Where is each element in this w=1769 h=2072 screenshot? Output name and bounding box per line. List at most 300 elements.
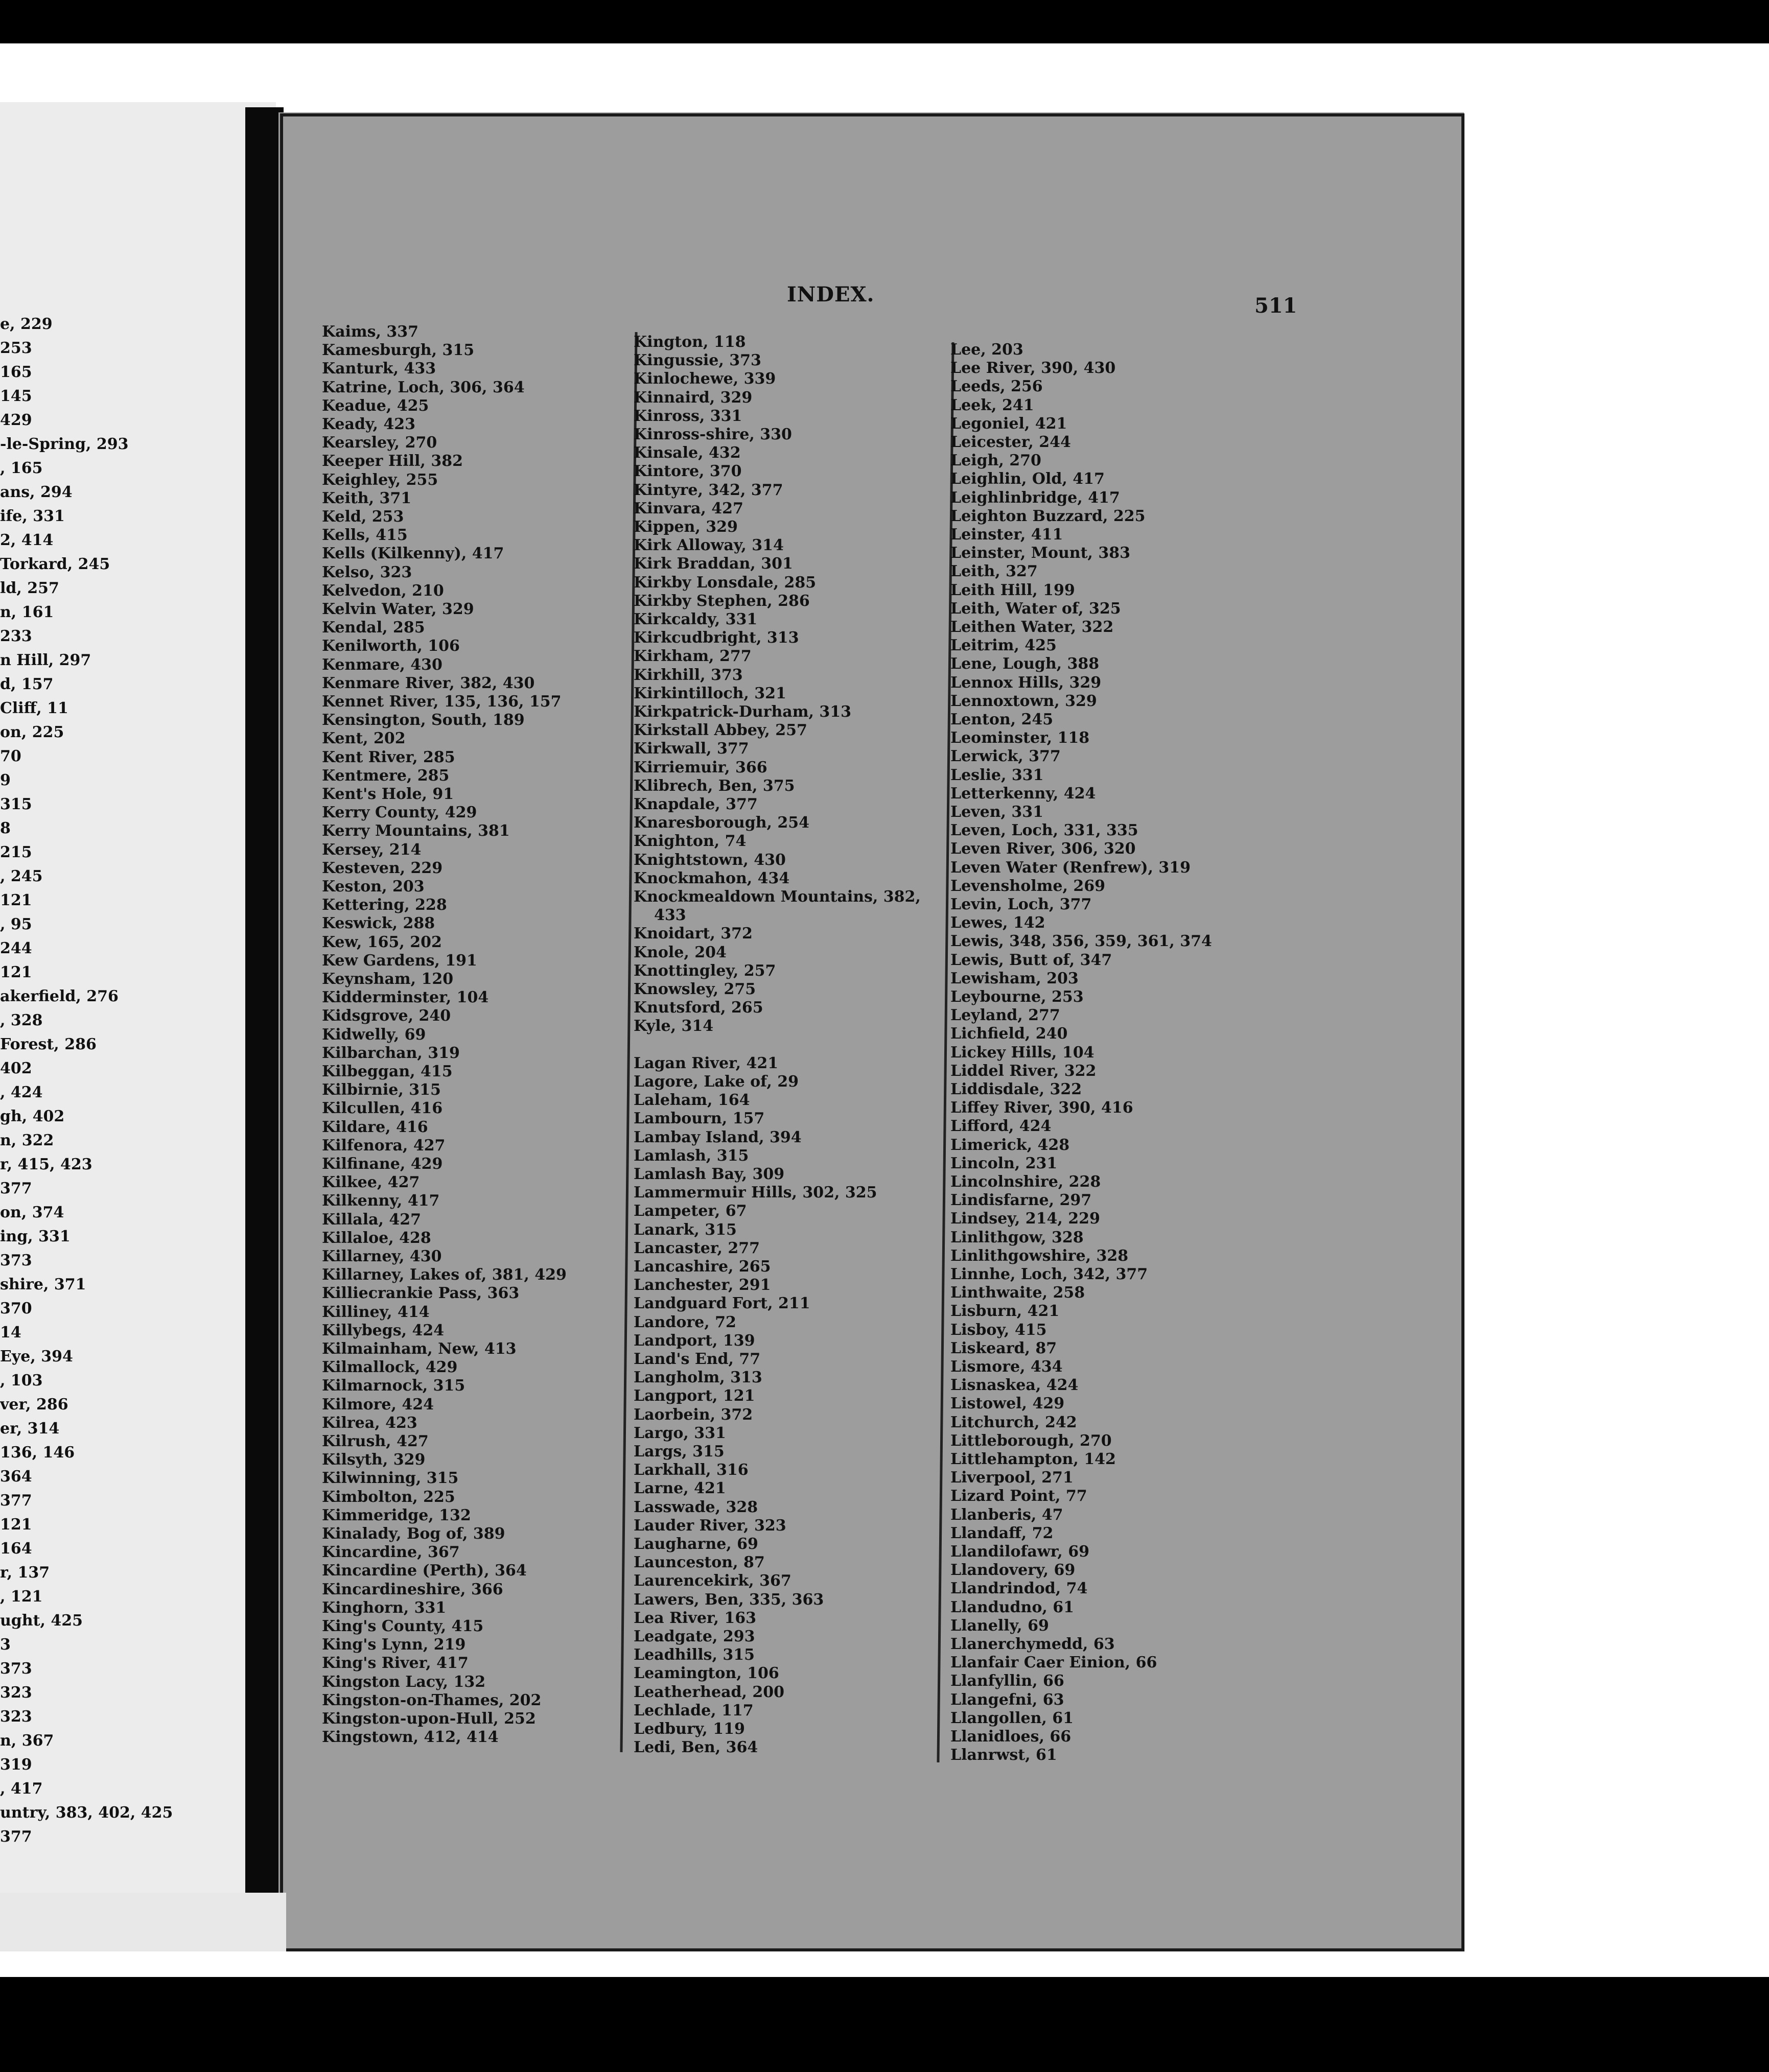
left-index-entry: ught, 425 xyxy=(0,1612,83,1630)
index-entry: Leigh, 270 xyxy=(950,452,1041,470)
index-entry: Lismore, 434 xyxy=(950,1358,1063,1376)
left-index-entry: 215 xyxy=(0,843,32,861)
left-index-entry: 429 xyxy=(0,411,32,429)
index-entry: Lagan River, 421 xyxy=(634,1054,779,1072)
index-entry: Leadhills, 315 xyxy=(634,1646,755,1664)
index-entry: Kilcullen, 416 xyxy=(322,1099,443,1118)
index-entry: King's County, 415 xyxy=(322,1617,484,1635)
index-entry: Knockmahon, 434 xyxy=(634,869,790,887)
index-entry: Lauder River, 323 xyxy=(634,1516,786,1535)
index-entry: Leven, 331 xyxy=(950,803,1044,821)
left-index-entry: 377 xyxy=(0,1180,32,1197)
index-entry: Kintyre, 342, 377 xyxy=(634,481,783,499)
index-entry: Kinross-shire, 330 xyxy=(634,426,792,443)
left-index-entry: n Hill, 297 xyxy=(0,651,91,669)
index-entry: Kerry Mountains, 381 xyxy=(322,822,510,840)
left-index-entry: , 121 xyxy=(0,1588,43,1606)
index-entry: Llanelly, 69 xyxy=(950,1616,1049,1635)
left-index-entry: on, 225 xyxy=(0,723,64,741)
index-entry: Kent, 202 xyxy=(322,729,406,748)
index-entry: Kinsale, 432 xyxy=(634,444,741,462)
index-entry: Kilmore, 424 xyxy=(322,1395,434,1414)
index-entry: Keynsham, 120 xyxy=(322,970,454,988)
index-entry: Leith Hill, 199 xyxy=(950,581,1075,599)
left-index-entry: 377 xyxy=(0,1492,32,1510)
index-entry: Kilrea, 423 xyxy=(322,1414,417,1432)
index-entry: Kilbirnie, 315 xyxy=(322,1081,441,1099)
index-entry: Lene, Lough, 388 xyxy=(950,655,1100,673)
index-entry: Kingstown, 412, 414 xyxy=(322,1728,499,1747)
index-entry: Levensholme, 269 xyxy=(950,877,1105,895)
left-index-entry: 2, 414 xyxy=(0,531,54,549)
index-entry: Letterkenny, 424 xyxy=(950,784,1096,803)
index-entry: Kearsley, 270 xyxy=(322,434,437,452)
index-entry: Kingston Lacy, 132 xyxy=(322,1673,486,1691)
index-entry: Launceston, 87 xyxy=(634,1553,765,1572)
index-entry: Llanrwst, 61 xyxy=(950,1746,1057,1764)
page-title: INDEX. xyxy=(787,282,875,307)
index-entry: Liffey River, 390, 416 xyxy=(950,1099,1133,1117)
index-entry: Lerwick, 377 xyxy=(950,747,1061,766)
index-entry: Lindsey, 214, 229 xyxy=(950,1210,1100,1228)
index-entry: Liddel River, 322 xyxy=(950,1062,1097,1080)
left-index-entry: ver, 286 xyxy=(0,1396,68,1414)
index-entry: Lee, 203 xyxy=(950,341,1023,359)
index-entry: Leslie, 331 xyxy=(950,766,1044,784)
left-index-entry: n, 322 xyxy=(0,1132,54,1149)
index-entry: Lennox Hills, 329 xyxy=(950,673,1102,692)
index-entry: Laorbein, 372 xyxy=(634,1405,753,1424)
left-index-entry: n, 367 xyxy=(0,1732,54,1750)
index-entry: Lenton, 245 xyxy=(950,711,1054,728)
index-entry: Knottingley, 257 xyxy=(634,961,776,980)
index-entry: Kirk Alloway, 314 xyxy=(634,536,784,555)
index-entry: Leitrim, 425 xyxy=(950,637,1057,655)
index-entry: Lawers, Ben, 335, 363 xyxy=(634,1590,824,1609)
index-entry: Kirk Braddan, 301 xyxy=(634,555,793,573)
index-entry: Kenmare, 430 xyxy=(322,655,443,674)
index-entry: Leighlin, Old, 417 xyxy=(950,470,1105,488)
index-entry: Kildare, 416 xyxy=(322,1118,428,1136)
index-entry: Kilbarchan, 319 xyxy=(322,1044,460,1062)
index-entry: Kew Gardens, 191 xyxy=(322,951,477,970)
index-entry: Leinster, 411 xyxy=(950,526,1063,544)
index-entry: Knightstown, 430 xyxy=(634,851,786,869)
index-entry: Lancaster, 277 xyxy=(634,1239,760,1257)
index-entry: Kinalady, Bog of, 389 xyxy=(322,1525,505,1543)
index-entry: Lambay Island, 394 xyxy=(634,1128,802,1146)
left-index-entry: 121 xyxy=(0,963,32,981)
index-entry: Landport, 139 xyxy=(634,1331,755,1350)
index-entry: Kimmeridge, 132 xyxy=(322,1506,471,1524)
index-entry: Listowel, 429 xyxy=(950,1395,1065,1413)
index-entry: Kentmere, 285 xyxy=(322,766,450,785)
index-entry: Killarney, 430 xyxy=(322,1247,442,1265)
index-entry: Llanfair Caer Einion, 66 xyxy=(950,1654,1157,1672)
left-index-entry: akerfield, 276 xyxy=(0,987,119,1005)
left-index-entry: ld, 257 xyxy=(0,579,59,597)
left-index-entry: r, 415, 423 xyxy=(0,1156,92,1173)
left-index-entry: , 424 xyxy=(0,1084,43,1101)
index-entry: Kinlochewe, 339 xyxy=(634,370,776,388)
index-entry: Llangollen, 61 xyxy=(950,1709,1074,1727)
index-entry: Kells (Kilkenny), 417 xyxy=(322,545,504,563)
index-entry: Knapdale, 377 xyxy=(634,795,758,813)
index-entry: Kilkenny, 417 xyxy=(322,1192,440,1210)
index-entry: Kinross, 331 xyxy=(634,407,742,425)
index-entry: Llandrindod, 74 xyxy=(950,1580,1088,1598)
index-entry: Llanfyllin, 66 xyxy=(950,1672,1064,1690)
index-entry: Kaims, 337 xyxy=(322,323,419,341)
left-page-fragment xyxy=(0,102,276,1941)
index-entry: Ledi, Ben, 364 xyxy=(634,1738,758,1757)
index-entry: Keith, 371 xyxy=(322,489,412,507)
left-index-entry: 364 xyxy=(0,1468,32,1486)
index-entry: Kington, 118 xyxy=(634,333,746,351)
index-entry: Lanchester, 291 xyxy=(634,1276,771,1294)
index-entry: Kinvara, 427 xyxy=(634,499,743,517)
index-entry: Kilmarnock, 315 xyxy=(322,1377,465,1395)
index-entry: Kenilworth, 106 xyxy=(322,637,460,655)
index-entry: Killarney, Lakes of, 381, 429 xyxy=(322,1266,567,1284)
left-index-entry: 8 xyxy=(0,819,11,837)
left-index-entry: 370 xyxy=(0,1300,32,1317)
index-entry: Kinghorn, 331 xyxy=(322,1598,447,1617)
left-index-entry: 70 xyxy=(0,747,21,765)
left-index-entry: ans, 294 xyxy=(0,483,73,501)
index-entry: Lasswade, 328 xyxy=(634,1498,758,1516)
index-entry: Keld, 253 xyxy=(322,508,404,526)
index-entry: Lewis, 348, 356, 359, 361, 374 xyxy=(950,932,1212,951)
left-index-entry: 402 xyxy=(0,1059,32,1077)
index-entry: Leybourne, 253 xyxy=(950,988,1084,1006)
index-entry: Kilbeggan, 415 xyxy=(322,1063,453,1080)
index-entry: Leek, 241 xyxy=(950,396,1034,414)
index-entry: Leighton Buzzard, 225 xyxy=(950,507,1146,525)
index-entry: Knockmealdown Mountains, 382, xyxy=(634,888,921,906)
index-entry: Llandovery, 69 xyxy=(950,1561,1076,1580)
left-index-entry: , 245 xyxy=(0,867,43,885)
left-index-entry: , 103 xyxy=(0,1372,43,1390)
index-entry: Kimbolton, 225 xyxy=(322,1488,455,1506)
index-entry: Leadgate, 293 xyxy=(634,1628,755,1645)
index-entry: Kirkstall Abbey, 257 xyxy=(634,721,807,740)
index-entry: Kerry County, 429 xyxy=(322,804,477,822)
left-index-entry: d, 157 xyxy=(0,675,54,693)
left-index-entry: ife, 331 xyxy=(0,507,65,525)
left-index-entry: , 417 xyxy=(0,1780,43,1798)
index-entry: Kendal, 285 xyxy=(322,619,425,637)
left-index-entry: 377 xyxy=(0,1828,32,1846)
index-entry: Leatherhead, 200 xyxy=(634,1683,785,1701)
index-entry: Lambourn, 157 xyxy=(634,1110,765,1128)
index-entry: Keighley, 255 xyxy=(322,470,438,489)
index-entry: Kirkwall, 377 xyxy=(634,740,749,758)
index-entry: Linnhe, Loch, 342, 377 xyxy=(950,1265,1148,1283)
index-entry: Killala, 427 xyxy=(322,1210,422,1229)
index-entry: Llanerchymedd, 63 xyxy=(950,1635,1115,1653)
index-entry: Liskeard, 87 xyxy=(950,1339,1057,1357)
index-entry: Katrine, Loch, 306, 364 xyxy=(322,378,525,396)
left-index-entry: Forest, 286 xyxy=(0,1035,97,1053)
index-entry: Levin, Loch, 377 xyxy=(950,896,1092,913)
index-entry: Knighton, 74 xyxy=(634,832,747,851)
left-index-entry: 121 xyxy=(0,1516,32,1534)
index-entry: Largs, 315 xyxy=(634,1443,725,1461)
left-index-entry: 373 xyxy=(0,1660,32,1678)
left-index-entry: 14 xyxy=(0,1324,21,1341)
index-entry: Kelvin Water, 329 xyxy=(322,600,474,618)
index-entry: Largo, 331 xyxy=(634,1424,726,1442)
index-entry: Lammermuir Hills, 302, 325 xyxy=(634,1184,877,1202)
index-entry: Leamington, 106 xyxy=(634,1664,779,1683)
left-index-entry: e, 229 xyxy=(0,315,53,333)
index-entry: Lisnaskea, 424 xyxy=(950,1376,1079,1395)
index-entry: Kirkby Stephen, 286 xyxy=(634,592,810,610)
index-entry: Laurencekirk, 367 xyxy=(634,1572,792,1590)
index-entry: Landore, 72 xyxy=(634,1313,736,1331)
index-entry: Knaresborough, 254 xyxy=(634,814,810,832)
index-entry: Knole, 204 xyxy=(634,943,727,961)
index-entry: Legoniel, 421 xyxy=(950,414,1067,433)
index-entry: King's Lynn, 219 xyxy=(322,1636,466,1654)
index-entry: Lamlash, 315 xyxy=(634,1146,749,1165)
index-entry: Killybegs, 424 xyxy=(322,1321,445,1339)
index-entry: Lea River, 163 xyxy=(634,1609,757,1627)
left-index-entry: , 95 xyxy=(0,915,32,933)
index-entry: Kent River, 285 xyxy=(322,748,455,766)
index-entry: Leith, Water of, 325 xyxy=(950,599,1121,618)
left-index-entry: Cliff, 11 xyxy=(0,699,68,717)
index-entry: Kelvedon, 210 xyxy=(322,581,444,600)
index-entry: Kidwelly, 69 xyxy=(322,1025,426,1044)
index-entry: Killaloe, 428 xyxy=(322,1229,431,1247)
index-entry: Knowsley, 275 xyxy=(634,980,756,998)
index-entry: Liverpool, 271 xyxy=(950,1469,1074,1487)
index-entry: Kidsgrove, 240 xyxy=(322,1007,451,1025)
index-entry: Leicester, 244 xyxy=(950,433,1071,451)
index-entry: Kirkintilloch, 321 xyxy=(634,684,786,702)
index-entry: Lechlade, 117 xyxy=(634,1701,754,1720)
index-entry: Linlithgow, 328 xyxy=(950,1228,1084,1246)
index-entry: Larkhall, 316 xyxy=(634,1461,749,1479)
left-index-entry: r, 137 xyxy=(0,1564,50,1582)
index-entry: Langport, 121 xyxy=(634,1387,755,1405)
index-entry: Lamlash Bay, 309 xyxy=(634,1165,785,1183)
index-entry: Llangefni, 63 xyxy=(950,1690,1064,1709)
index-entry: Lincoln, 231 xyxy=(950,1154,1058,1172)
index-entry: Leeds, 256 xyxy=(950,378,1043,396)
index-entry: Leithen Water, 322 xyxy=(950,618,1114,636)
index-entry: Lincolnshire, 228 xyxy=(950,1173,1101,1191)
index-entry: Llanberis, 47 xyxy=(950,1505,1063,1524)
index-entry: Llanidloes, 66 xyxy=(950,1728,1072,1746)
index-entry: Littlehampton, 142 xyxy=(950,1450,1116,1468)
index-entry: Kinnaird, 329 xyxy=(634,388,753,407)
index-entry: Kincardine, 367 xyxy=(322,1543,460,1562)
index-entry: Leith, 327 xyxy=(950,562,1038,581)
index-entry: Litchurch, 242 xyxy=(950,1413,1077,1431)
left-index-entry: 244 xyxy=(0,939,32,957)
index-entry: Lampeter, 67 xyxy=(634,1202,747,1220)
index-entry: Leven Water (Renfrew), 319 xyxy=(950,858,1191,877)
index-entry: Keeper Hill, 382 xyxy=(322,452,463,470)
index-entry: Kidderminster, 104 xyxy=(322,988,489,1007)
index-entry: King's River, 417 xyxy=(322,1654,469,1673)
left-index-entry: ing, 331 xyxy=(0,1228,71,1245)
index-entry: Kilfinane, 429 xyxy=(322,1155,443,1173)
index-entry: Lickey Hills, 104 xyxy=(950,1043,1095,1062)
left-index-entry: 315 xyxy=(0,795,32,813)
index-entry: Kilmainham, New, 413 xyxy=(322,1340,517,1358)
index-entry: Kincardineshire, 366 xyxy=(322,1580,503,1598)
index-entry: Llandaff, 72 xyxy=(950,1524,1054,1542)
index-entry: Kesteven, 229 xyxy=(322,859,443,877)
index-entry: Larne, 421 xyxy=(634,1479,726,1498)
index-entry: Lifford, 424 xyxy=(950,1117,1052,1136)
index-entry: Ledbury, 119 xyxy=(634,1720,745,1738)
left-index-entry: shire, 371 xyxy=(0,1276,86,1293)
left-index-entry: 121 xyxy=(0,891,32,909)
left-index-entry: er, 314 xyxy=(0,1420,60,1438)
index-entry: Lee River, 390, 430 xyxy=(950,359,1116,378)
index-entry: Kamesburgh, 315 xyxy=(322,341,475,360)
index-entry: Kells, 415 xyxy=(322,526,408,545)
left-index-entry: 136, 146 xyxy=(0,1444,75,1462)
index-entry: Leven River, 306, 320 xyxy=(950,840,1136,858)
index-entry: Kirriemuir, 366 xyxy=(634,758,767,776)
index-entry: Kanturk, 433 xyxy=(322,360,436,378)
index-entry: Lancashire, 265 xyxy=(634,1258,771,1276)
index-entry: Laleham, 164 xyxy=(634,1091,750,1110)
index-entry: 433 xyxy=(654,906,686,925)
index-entry: Killiecrankie Pass, 363 xyxy=(322,1284,520,1303)
left-index-entry: Eye, 394 xyxy=(0,1348,73,1365)
index-entry: Kersey, 214 xyxy=(322,840,422,859)
index-entry: Kensington, South, 189 xyxy=(322,711,525,729)
index-entry: Langholm, 313 xyxy=(634,1369,762,1387)
left-index-entry: 3 xyxy=(0,1636,11,1654)
index-entry: Kirkham, 277 xyxy=(634,647,752,666)
index-entry: Laugharne, 69 xyxy=(634,1535,758,1553)
index-entry: Klibrech, Ben, 375 xyxy=(634,776,795,795)
index-entry: Landguard Fort, 211 xyxy=(634,1294,810,1313)
index-entry: Kirkpatrick-Durham, 313 xyxy=(634,703,851,721)
left-index-entry: 145 xyxy=(0,387,32,405)
index-entry: Kilrush, 427 xyxy=(322,1432,429,1450)
index-entry: Liddisdale, 322 xyxy=(950,1080,1082,1098)
index-entry: Llandudno, 61 xyxy=(950,1598,1074,1616)
index-entry: Kingussie, 373 xyxy=(634,351,761,370)
left-index-entry: 319 xyxy=(0,1756,32,1774)
scan-bottom-border xyxy=(0,1977,1769,2072)
index-entry: Leven, Loch, 331, 335 xyxy=(950,821,1138,840)
index-entry: Kilwinning, 315 xyxy=(322,1469,459,1488)
left-index-entry: 373 xyxy=(0,1252,32,1269)
index-entry: Kent's Hole, 91 xyxy=(322,785,454,803)
left-index-entry: 253 xyxy=(0,339,32,357)
left-index-entry: 9 xyxy=(0,771,11,789)
index-entry: Kilkee, 427 xyxy=(322,1173,420,1192)
index-entry: Kew, 165, 202 xyxy=(322,933,442,951)
left-index-entry: 165 xyxy=(0,363,32,381)
index-entry: Lindisfarne, 297 xyxy=(950,1191,1092,1210)
index-entry: Kenmare River, 382, 430 xyxy=(322,674,535,692)
index-entry: Lisboy, 415 xyxy=(950,1321,1047,1339)
index-entry: Kirkby Lonsdale, 285 xyxy=(634,573,817,592)
index-entry: Limerick, 428 xyxy=(950,1136,1070,1154)
left-index-entry: , 165 xyxy=(0,459,43,477)
index-entry: Lizard Point, 77 xyxy=(950,1487,1087,1505)
index-entry: Leyland, 277 xyxy=(950,1006,1060,1025)
index-entry: Kippen, 329 xyxy=(634,518,738,536)
index-entry: Lewis, Butt of, 347 xyxy=(950,951,1112,969)
index-entry: Kilsyth, 329 xyxy=(322,1451,426,1469)
left-index-entry: n, 161 xyxy=(0,603,54,621)
index-entry: Leominster, 118 xyxy=(950,729,1090,747)
index-entry: Knoidart, 372 xyxy=(634,925,753,943)
left-index-entry: -le-Spring, 293 xyxy=(0,435,129,453)
index-entry: Kettering, 228 xyxy=(322,896,447,914)
left-index-entry: , 328 xyxy=(0,1011,43,1029)
left-index-entry: 233 xyxy=(0,627,32,645)
index-entry: Keady, 423 xyxy=(322,415,415,433)
index-entry: Lewes, 142 xyxy=(950,914,1045,932)
index-entry: Kennet River, 135, 136, 157 xyxy=(322,693,562,711)
index-entry: Linthwaite, 258 xyxy=(950,1284,1085,1302)
index-entry: Lennoxtown, 329 xyxy=(950,692,1097,710)
index-entry: Lagore, Lake of, 29 xyxy=(634,1073,799,1091)
index-entry: Leinster, Mount, 383 xyxy=(950,544,1130,562)
page-number: 511 xyxy=(1254,294,1297,318)
index-entry: Land's End, 77 xyxy=(634,1350,761,1368)
left-index-entry: 164 xyxy=(0,1540,32,1558)
left-page-bottom xyxy=(0,1893,286,1951)
index-entry: Lewisham, 203 xyxy=(950,969,1079,987)
index-entry: Keadue, 425 xyxy=(322,396,429,415)
index-entry: Leighlinbridge, 417 xyxy=(950,488,1120,507)
left-index-entry: 323 xyxy=(0,1684,32,1702)
index-entry: Keston, 203 xyxy=(322,878,425,896)
index-entry: Kilmallock, 429 xyxy=(322,1358,458,1377)
index-entry: Llandilofawr, 69 xyxy=(950,1543,1089,1561)
index-entry: Kelso, 323 xyxy=(322,563,412,581)
left-index-entry: untry, 383, 402, 425 xyxy=(0,1804,173,1822)
index-entry: Kirkcaldy, 331 xyxy=(634,610,758,628)
index-entry: Kirkcudbright, 313 xyxy=(634,629,799,647)
index-entry: Linlithgowshire, 328 xyxy=(950,1246,1129,1265)
index-entry: Kyle, 314 xyxy=(634,1017,714,1035)
left-index-entry: gh, 402 xyxy=(0,1108,65,1125)
book-gutter xyxy=(245,107,284,1926)
index-entry: Kintore, 370 xyxy=(634,462,742,481)
index-entry: Kilfenora, 427 xyxy=(322,1136,446,1155)
left-index-entry: Torkard, 245 xyxy=(0,555,110,573)
left-index-entry: on, 374 xyxy=(0,1204,64,1221)
index-entry: Kingston-on-Thames, 202 xyxy=(322,1691,542,1709)
index-entry: Littleborough, 270 xyxy=(950,1431,1112,1450)
index-entry: Knutsford, 265 xyxy=(634,999,763,1017)
index-entry: Lisburn, 421 xyxy=(950,1302,1060,1321)
index-entry: Lanark, 315 xyxy=(634,1220,737,1239)
index-entry: Kincardine (Perth), 364 xyxy=(322,1562,527,1580)
index-entry: Keswick, 288 xyxy=(322,914,435,933)
index-entry: Killiney, 414 xyxy=(322,1303,430,1321)
index-entry: Kingston-upon-Hull, 252 xyxy=(322,1710,536,1728)
index-entry: Lichfield, 240 xyxy=(950,1025,1068,1043)
left-index-entry: 323 xyxy=(0,1708,32,1726)
index-entry: Kirkhill, 373 xyxy=(634,666,743,684)
